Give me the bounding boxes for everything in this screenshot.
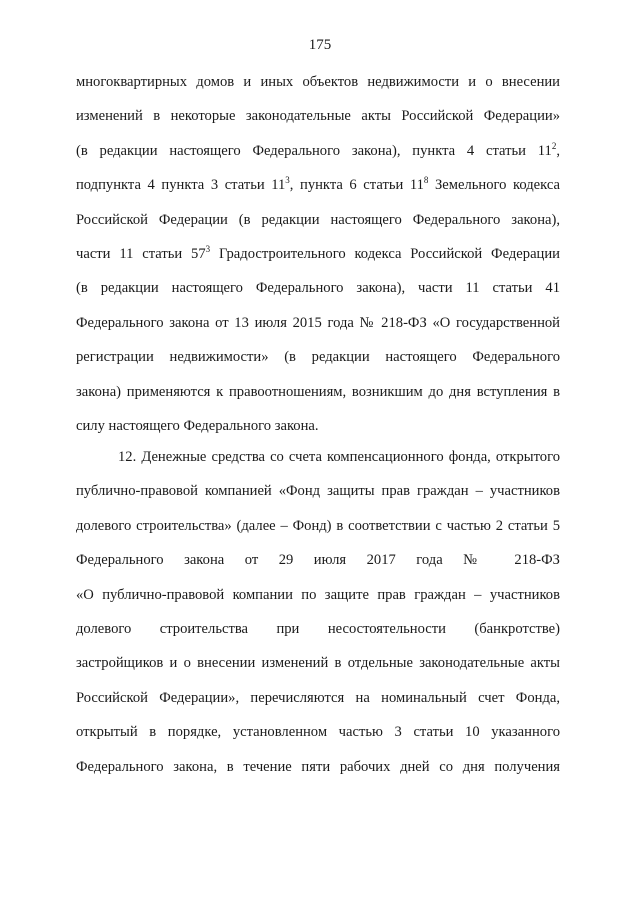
text-run: Российской Федерации (в редакции настоящего Федерального закона), <box>76 211 560 228</box>
text-line <box>76 168 560 202</box>
text-line <box>76 715 560 749</box>
text-run: части 11 статьи 57 <box>76 245 206 262</box>
text-line <box>76 474 560 508</box>
text-run: Российской Федерации», перечисляются на номинальный счет Фонда, <box>76 689 560 706</box>
superscript: 2 <box>551 140 557 151</box>
text-run: Федерального закона, в течение пяти рабочих дней со дня получения <box>76 758 560 775</box>
text-line <box>76 543 560 577</box>
text-line <box>76 612 560 646</box>
text-line <box>76 65 560 99</box>
text-run: долевого строительства при несостоятельности (банкротстве) <box>76 620 560 637</box>
text-line <box>76 646 560 680</box>
paragraph-12 <box>76 440 560 784</box>
text-run: Градостроительного кодекса Российской Федерации <box>210 245 560 262</box>
text-line <box>76 681 560 715</box>
text-line <box>76 440 560 474</box>
text-line <box>76 237 560 271</box>
text-line <box>76 306 560 340</box>
text-run: «О публично-правовой компании по защите прав граждан – участников <box>76 586 560 603</box>
text-line <box>76 271 560 305</box>
text-line <box>76 375 560 409</box>
paragraph-continued <box>76 65 560 443</box>
text-run: долевого строительства» (далее – Фонд) в соответствии с частью 2 статьи 5 <box>76 517 560 534</box>
text-run: публично-правовой компанией «Фонд защиты прав граждан – участников <box>76 483 560 500</box>
text-run: Земельного кодекса <box>428 177 561 194</box>
text-run: силу настоящего Федерального закона. <box>76 417 319 434</box>
text-run: многоквартирных домов и иных объектов недвижимости и о внесении <box>76 74 560 90</box>
page-number: 175 <box>308 37 332 53</box>
text-run: (в редакции настоящего Федерального закона), пункта 4 статьи 11 <box>76 142 552 159</box>
text-line <box>76 134 560 168</box>
text-run: 12. Денежные средства со счета компенсационного фонда, открытого <box>118 449 560 465</box>
superscript: 8 <box>423 175 429 186</box>
text-line <box>76 409 560 443</box>
text-run: , <box>556 142 560 159</box>
text-line <box>76 340 560 374</box>
text-line <box>76 578 560 612</box>
text-line <box>76 99 560 133</box>
text-run: (в редакции настоящего Федерального закона), части 11 статьи 41 <box>76 280 560 297</box>
text-run: закона) применяются к правоотношениям, возникшим до дня вступления в <box>76 383 560 400</box>
text-run: открытый в порядке, установленном частью 3 статьи 10 указанного <box>76 724 560 741</box>
text-run: Федерального закона от 13 июля 2015 года № 218-ФЗ «О государственной <box>76 314 560 331</box>
text-line <box>76 203 560 237</box>
text-run: застройщиков и о внесении изменений в отдельные законодательные акты <box>76 655 560 672</box>
text-line <box>76 750 560 784</box>
text-run: регистрации недвижимости» (в редакции настоящего Федерального <box>76 349 560 366</box>
text-run: подпункта 4 пункта 3 статьи 11 <box>76 177 286 194</box>
text-run: , пункта 6 статьи 11 <box>289 177 424 194</box>
text-run: Федерального закона от 29 июля 2017 года № 218-ФЗ <box>76 552 560 569</box>
text-line <box>76 509 560 543</box>
superscript: 3 <box>285 175 290 186</box>
text-run: изменений в некоторые законодательные акты Российской Федерации» <box>76 108 560 125</box>
superscript: 3 <box>205 243 211 254</box>
